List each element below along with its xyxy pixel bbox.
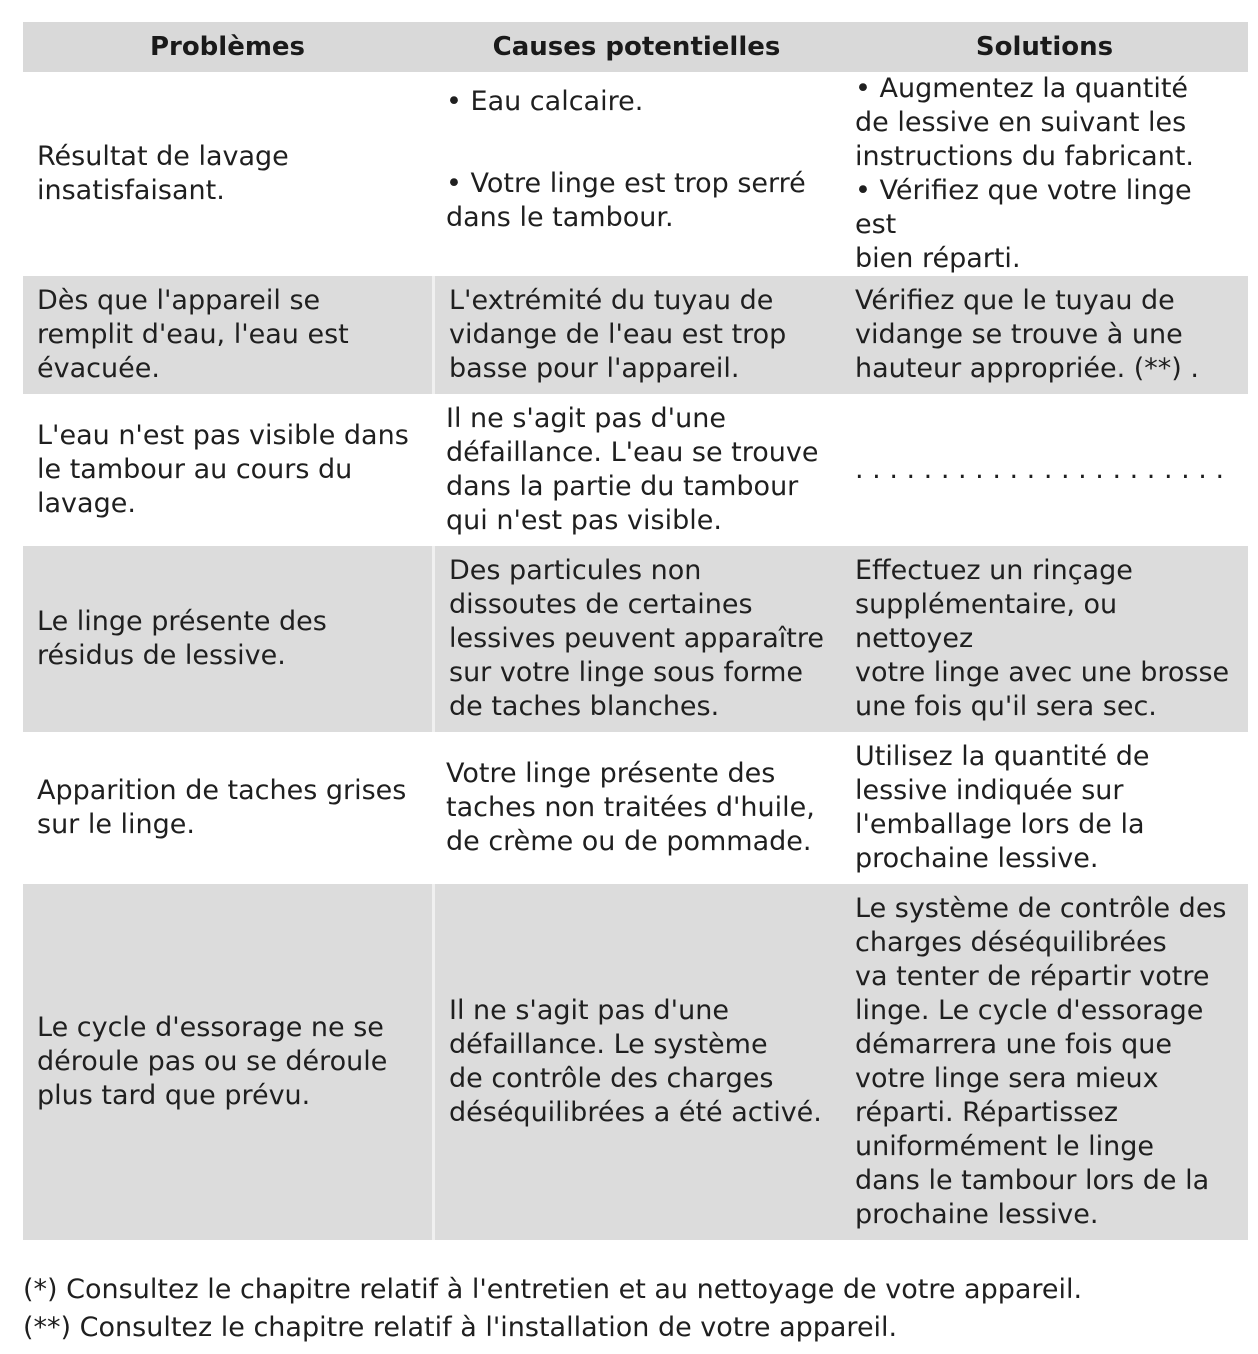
- row-4-solution: Effectuez un rinçage supplémentaire, ou nettoyez votre linge avec une brosse une fois qu'il sera sec.: [841, 546, 1248, 732]
- row-3-problem: L'eau n'est pas visible dans le tambour au cours du lavage.: [23, 394, 432, 546]
- row-2-solution: Vérifiez que le tuyau de vidange se trouve à une hauteur appropriée. (**) .: [841, 276, 1248, 394]
- row-6-cause: Il ne s'agit pas d'une défaillance. Le système de contrôle des charges déséquilibrées a été activé.: [432, 884, 841, 1240]
- row-1-solution-1: • Augmentez la quantité de lessive en suivant les instructions du fabricant.: [855, 73, 1194, 172]
- row-3-solution: . . . . . . . . . . . . . . . . . . . . . .: [841, 394, 1248, 546]
- row-4-cause: Des particules non dissoutes de certaines lessives peuvent apparaître sur votre linge sous forme de taches blanches.: [432, 546, 841, 732]
- row-2-problem: Dès que l'appareil se remplit d'eau, l'eau est évacuée.: [23, 276, 432, 394]
- header-problems: Problèmes: [23, 22, 432, 72]
- row-5-solution: Utilisez la quantité de lessive indiquée sur l'emballage lors de la prochaine lessive.: [841, 732, 1248, 884]
- footnote-1: (*) Consultez le chapitre relatif à l'entretien et au nettoyage de votre appareil.: [23, 1274, 1083, 1305]
- row-5-problem: Apparition de taches grises sur le linge.: [23, 732, 432, 884]
- header-solutions: Solutions: [841, 22, 1248, 72]
- row-5-cause: Votre linge présente des taches non traitées d'huile, de crème ou de pommade.: [432, 732, 841, 884]
- row-2-cause: L'extrémité du tuyau de vidange de l'eau est trop basse pour l'appareil.: [432, 276, 841, 394]
- row-6-solution: Le système de contrôle des charges déséquilibrées va tenter de répartir votre linge. Le cycle d'essorage démarrera une fois que votre linge sera mieux réparti. Répartissez uniformément le linge dans le tambour lors de la prochaine lessive.: [841, 884, 1248, 1240]
- row-3-cause: Il ne s'agit pas d'une défaillance. L'eau se trouve dans la partie du tambour qui n'est pas visible.: [432, 394, 841, 546]
- row-1-solution: [841, 72, 1248, 276]
- header-causes: Causes potentielles: [432, 22, 841, 72]
- footnotes: [23, 1271, 1243, 1347]
- row-1-solution-2: • Vérifiez que votre linge est bien réparti.: [855, 175, 1192, 274]
- row-1-cause-1: • Eau calcaire.: [446, 86, 644, 117]
- row-1-cause-2: • Votre linge est trop serré dans le tambour.: [446, 168, 806, 233]
- troubleshooting-table: [23, 22, 1248, 1240]
- row-1-problem: Résultat de lavage insatisfaisant.: [23, 72, 432, 276]
- row-4-problem: Le linge présente des résidus de lessive.: [23, 546, 432, 732]
- row-6-problem: Le cycle d'essorage ne se déroule pas ou se déroule plus tard que prévu.: [23, 884, 432, 1240]
- footnote-2: (**) Consultez le chapitre relatif à l'installation de votre appareil.: [23, 1312, 898, 1343]
- row-1-cause: [432, 72, 841, 276]
